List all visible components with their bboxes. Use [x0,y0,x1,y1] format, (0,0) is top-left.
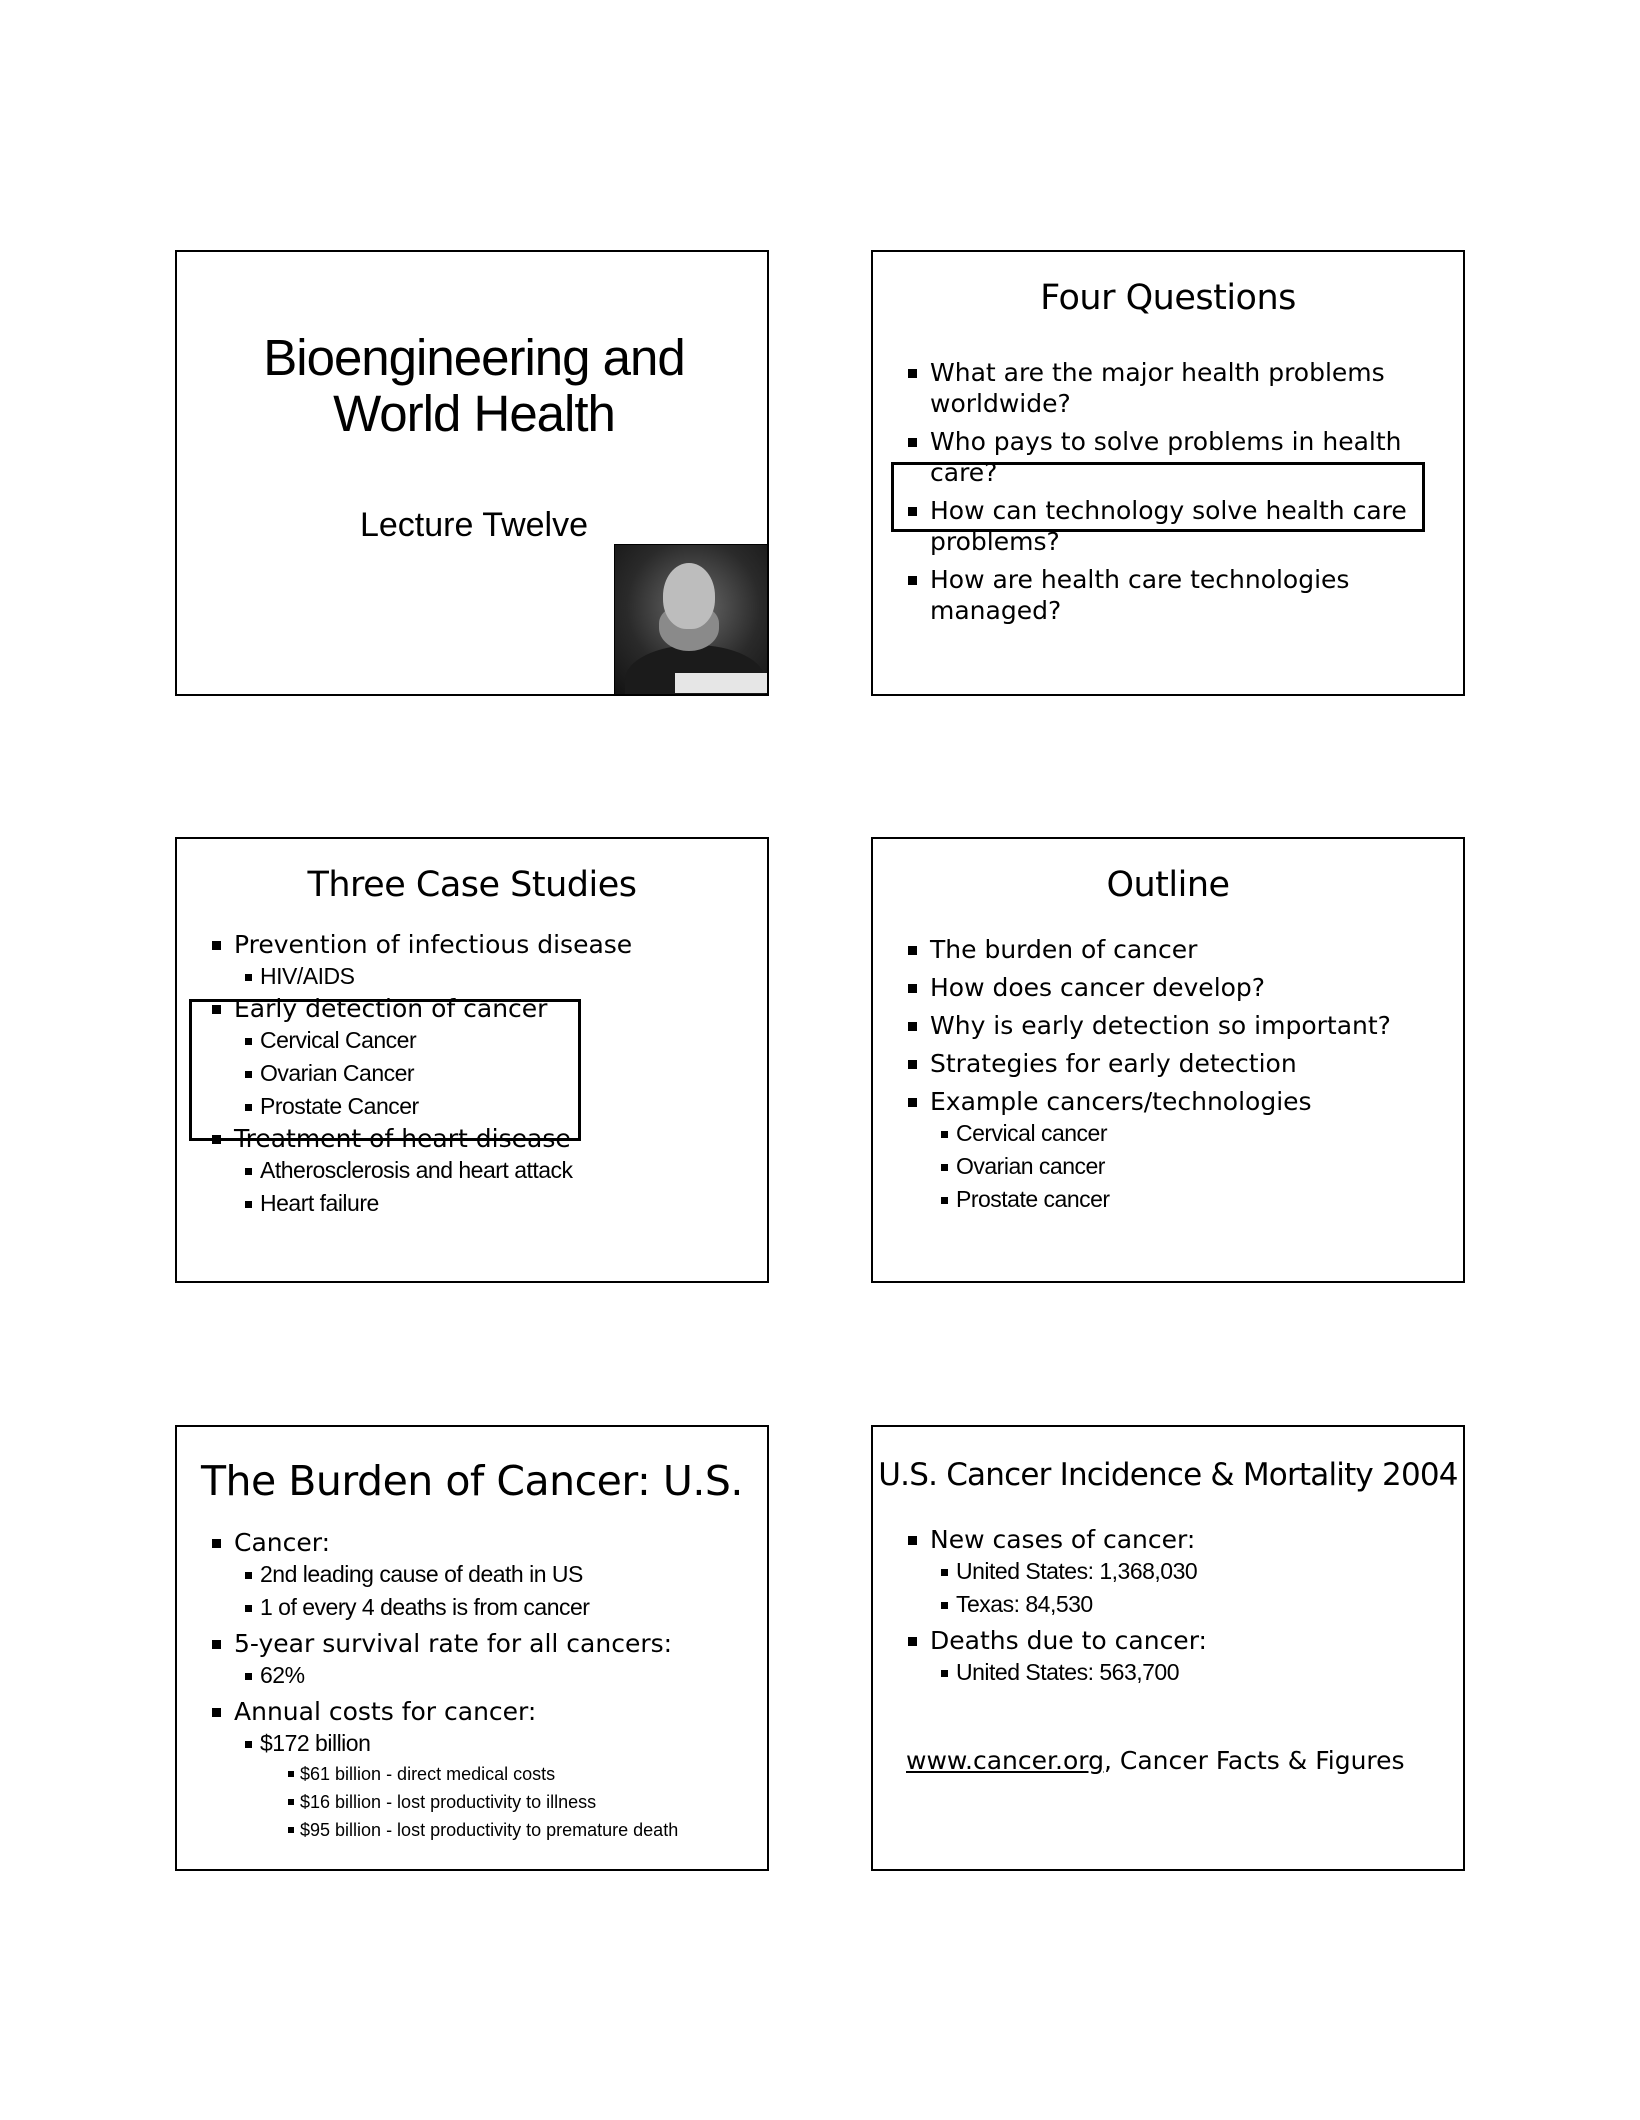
slide-title: Outline [1106,865,1230,905]
source-citation [906,1745,1405,1776]
bullet-list [194,1527,764,1844]
list-subitem: United States: 1,368,030 [890,1555,1450,1588]
bullet-list [890,1524,1450,1689]
list-item: New cases of cancer: [890,1524,1450,1555]
list-item: Who pays to solve problems in health care? [890,426,1450,488]
list-subitem: Heart failure [194,1187,754,1220]
highlight-box [891,462,1425,532]
list-item: The burden of cancer [890,934,1450,965]
slide-2 [871,250,1465,696]
list-subitem: Ovarian Cancer [194,1057,754,1090]
list-subitem: Texas: 84,530 [890,1588,1450,1621]
list-subitem: Cervical Cancer [194,1024,754,1057]
list-item: Treatment of heart disease [194,1123,754,1154]
list-subitem: Prostate cancer [890,1183,1450,1216]
title-line-2: World Health [333,385,615,442]
list-subitem: 2nd leading cause of death in US [194,1558,764,1591]
list-item: Example cancers/technologies [890,1086,1450,1117]
list-item: Why is early detection so important? [890,1010,1450,1041]
list-subitem: 1 of every 4 deaths is from cancer [194,1591,764,1624]
list-item: How can technology solve health care problems? [890,495,1450,557]
list-item: What are the major health problems worldwide? [890,357,1450,419]
title-line-1: Bioengineering and [263,329,685,386]
list-item: Early detection of cancer [194,993,754,1024]
highlight-box [189,999,581,1141]
list-subitem: Ovarian cancer [890,1150,1450,1183]
slide-title [177,330,769,442]
list-item: How does cancer develop? [890,972,1450,1003]
list-subitem: $172 billion [194,1727,764,1760]
list-item: Strategies for early detection [890,1048,1450,1079]
slide-4 [871,837,1465,1283]
slide-3 [175,837,769,1283]
list-subitem: HIV/AIDS [194,960,754,993]
list-item: Cancer: [194,1527,764,1558]
list-subsubitem: $16 billion - lost productivity to illness [194,1788,764,1816]
list-subitem: 62% [194,1659,764,1692]
bullet-list [890,934,1450,1216]
list-item: Annual costs for cancer: [194,1696,764,1727]
list-subitem: Prostate Cancer [194,1090,754,1123]
source-text: , Cancer Facts & Figures [1103,1746,1405,1775]
slide-6 [871,1425,1465,1871]
slide-title: Four Questions [1040,278,1296,318]
list-subsubitem: $95 billion - lost productivity to premature death [194,1816,764,1844]
portrait-photo-icon [614,544,769,696]
slide-1 [175,250,769,696]
slide-title: The Burden of Cancer: U.S. [201,1457,743,1505]
list-item: Deaths due to cancer: [890,1625,1450,1656]
list-item: How are health care technologies managed? [890,564,1450,626]
source-link[interactable]: www.cancer.org [906,1746,1104,1775]
list-item: 5-year survival rate for all cancers: [194,1628,764,1659]
slide-subtitle: Lecture Twelve [359,506,589,544]
list-item: Prevention of infectious disease [194,929,754,960]
slide-title: Three Case Studies [307,865,637,905]
list-subsubitem: $61 billion - direct medical costs [194,1760,764,1788]
slide-title: U.S. Cancer Incidence & Mortality 2004 [878,1457,1458,1493]
list-subitem: Cervical cancer [890,1117,1450,1150]
list-subitem: United States: 563,700 [890,1656,1450,1689]
slide-5 [175,1425,769,1871]
list-subitem: Atherosclerosis and heart attack [194,1154,754,1187]
